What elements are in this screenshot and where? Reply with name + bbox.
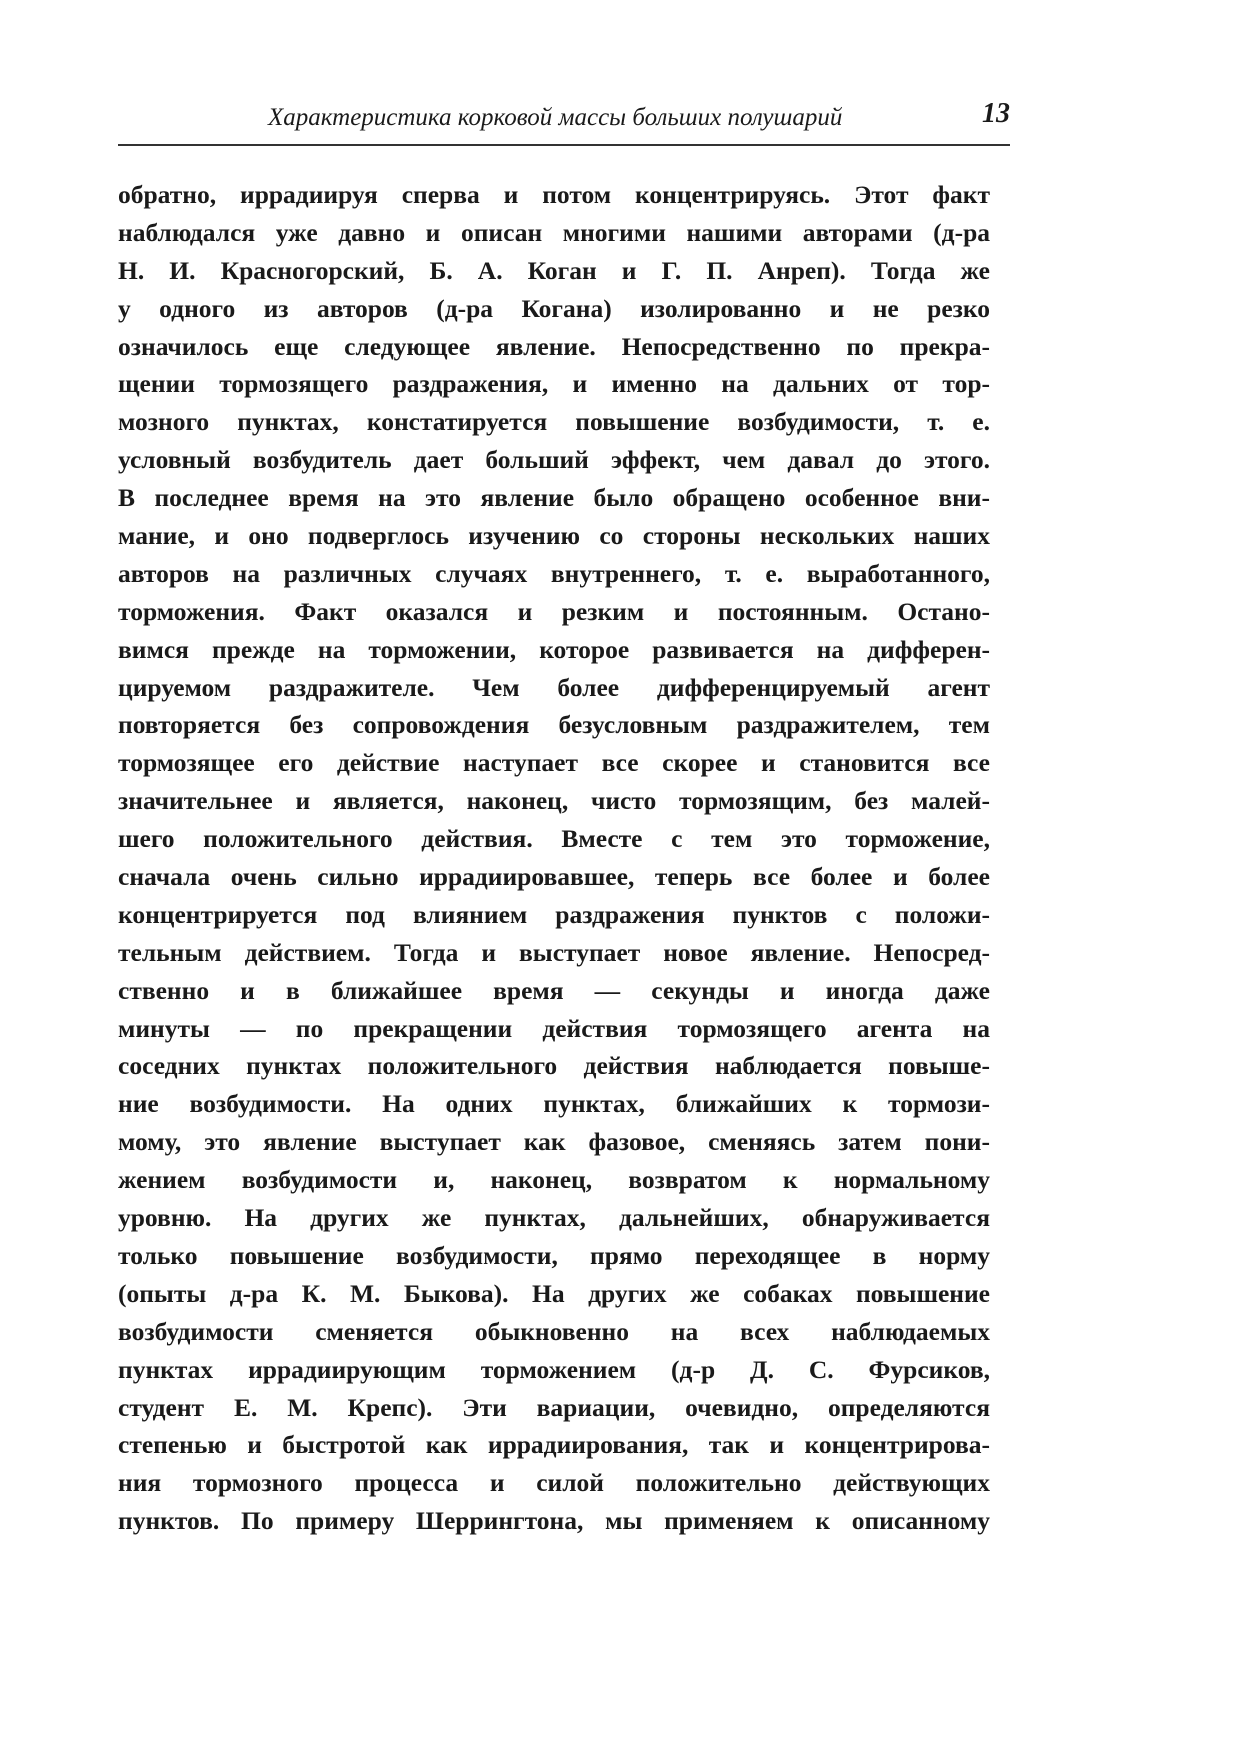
text-line-content: степенью и быстротой как иррадиирования, так и концентрирова- [118, 1430, 990, 1460]
text-line [118, 593, 990, 631]
page-header [118, 92, 1010, 146]
text-line-content: возбудимости сменяется обыкновенно на всех наблюдаемых [118, 1316, 990, 1346]
text-line [118, 479, 990, 517]
text-line [118, 1502, 990, 1540]
text-line [118, 1010, 990, 1048]
text-line-content: пунктах иррадиирующим торможением (д-р Д. С. Фурсиков, [118, 1354, 990, 1384]
text-line-content: повторяется без сопровождения безусловным раздражителем, тем [118, 710, 990, 740]
text-line [118, 517, 990, 555]
text-line-content: жением возбудимости и, наконец, возвратом к нормальному [118, 1165, 990, 1195]
text-line [118, 858, 990, 896]
text-line-content: (опыты д-ра К. М. Быкова). На других же собаках повышение [118, 1278, 990, 1308]
text-line-content: условный возбудитель дает больший эффект, чем давал до этого. [118, 445, 990, 475]
text-line-content: ственно и в ближайшее время — секунды и иногда даже [118, 975, 990, 1005]
text-line [118, 782, 990, 820]
text-line-content: уровню. На других же пунктах, дальнейших, обнаруживается [118, 1203, 990, 1233]
text-line-content: тельным действием. Тогда и выступает новое явление. Непосред- [118, 937, 990, 967]
text-line [118, 1313, 990, 1351]
text-line [118, 820, 990, 858]
text-line [118, 1123, 990, 1161]
text-line [118, 555, 990, 593]
text-line [118, 365, 990, 403]
text-line-content: концентрируется под влиянием раздражения пунктов с положи- [118, 899, 990, 929]
text-line-content: вимся прежде на торможении, которое развивается на дифферен- [118, 634, 990, 664]
text-line [118, 1351, 990, 1389]
text-line [118, 328, 990, 366]
text-line [118, 1085, 990, 1123]
text-line-content: щении тормозящего раздражения, и именно на дальних от тор- [118, 369, 990, 399]
text-line-content: соседних пунктах положительного действия наблюдается повыше- [118, 1051, 990, 1081]
text-line-content: торможения. Факт оказался и резким и постоянным. Остано- [118, 596, 990, 626]
text-line [118, 1237, 990, 1275]
text-line [118, 214, 990, 252]
text-line [118, 896, 990, 934]
text-line-content: сначала очень сильно иррадиировавшее, теперь все более и более [118, 862, 990, 892]
text-line-content: авторов на различных случаях внутреннего, т. е. выработанного, [118, 558, 990, 588]
text-line [118, 1389, 990, 1427]
text-line [118, 1275, 990, 1313]
text-line-content: цируемом раздражителе. Чем более дифференцируемый агент [118, 672, 990, 702]
text-line-content: мание, и оно подверглось изучению со стороны нескольких наших [118, 521, 990, 551]
text-line-content: шего положительного действия. Вместе с тем это торможение, [118, 824, 990, 854]
text-line [118, 1047, 990, 1085]
page-number: 13 [982, 98, 1010, 129]
text-line-content: пунктов. По примеру Шеррингтона, мы применяем к описанному [118, 1506, 990, 1536]
text-line-content: наблюдался уже давно и описан многими нашими авторами (д-ра [118, 217, 990, 247]
text-line [118, 403, 990, 441]
text-line [118, 934, 990, 972]
text-line-content: В последнее время на это явление было обращено особенное вни- [118, 483, 990, 513]
text-line [118, 1161, 990, 1199]
text-line-content: мому, это явление выступает как фазовое, сменяясь затем пони- [118, 1127, 990, 1157]
text-line [118, 669, 990, 707]
text-line-content: только повышение возбудимости, прямо переходящее в норму [118, 1240, 990, 1270]
text-line [118, 290, 990, 328]
text-line-content: Н. И. Красногорский, Б. А. Коган и Г. П. Анреп). Тогда же [118, 255, 990, 285]
text-line-content: означилось еще следующее явление. Непосредственно по прекра- [118, 331, 990, 361]
text-line [118, 706, 990, 744]
text-line-content: минуты — по прекращении действия тормозящего агента на [118, 1013, 990, 1043]
text-line [118, 631, 990, 669]
text-line [118, 441, 990, 479]
text-line [118, 1199, 990, 1237]
text-line [118, 176, 990, 214]
text-line-content: у одного из авторов (д-ра Когана) изолированно и не резко [118, 293, 990, 323]
text-line-content: значительнее и является, наконец, чисто тормозящим, без малей- [118, 786, 990, 816]
text-line [118, 744, 990, 782]
text-line-content: мозного пунктах, констатируется повышение возбудимости, т. е. [118, 407, 990, 437]
text-line-content: ния тормозного процесса и силой положительно действующих [118, 1468, 990, 1498]
text-line-content: студент Е. М. Крепс). Эти вариации, очевидно, определяются [118, 1392, 990, 1422]
text-line [118, 1464, 990, 1502]
text-line-content: тормозящее его действие наступает все скорее и становится все [118, 748, 990, 778]
text-line [118, 1426, 990, 1464]
body-text [118, 176, 990, 1540]
text-line-content: ние возбудимости. На одних пунктах, ближайших к тормози- [118, 1089, 990, 1119]
text-line [118, 252, 990, 290]
text-line-content: обратно, иррадиируя сперва и потом концентрируясь. Этот факт [118, 180, 990, 209]
text-line [118, 972, 990, 1010]
running-title: Характеристика корковой массы больших полушарий [268, 104, 843, 131]
